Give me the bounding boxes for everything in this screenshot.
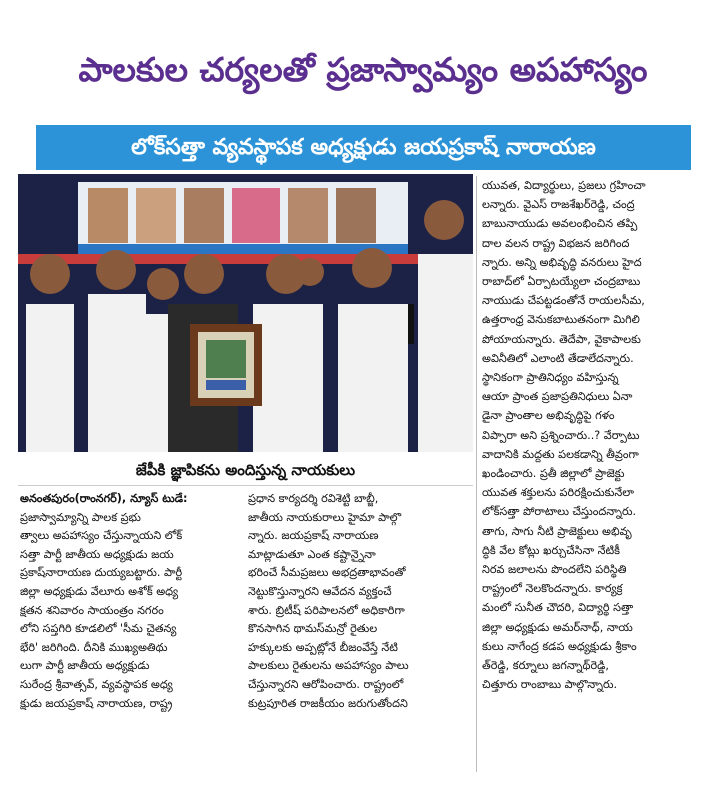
article-line: దాల వలన రాష్ట్ర విభజన జరిగింద: [482, 236, 630, 250]
article-line: అవినీతిలో ఎలాంటి తేడాలేదన్నారు.: [482, 351, 634, 365]
article-line: జిల్లా అధ్యక్షుడు అమర్‌నాధ్, నాయ: [482, 620, 633, 634]
article-line: జాతీయ నాయకురాలు హైమా పాల్గొ: [248, 510, 402, 524]
article-line: పాలకులు రైతులను అపహాస్యం పాలు: [248, 659, 409, 673]
article-column-1: [20, 490, 242, 770]
article-line: డైనా ప్రాంతాల అభివృద్ధిపై గళం: [482, 409, 615, 423]
article-line: తాగు, సాగు నీటి ప్రాజెక్టులు అభివృ: [482, 524, 632, 538]
article-line: ప్రధాన కార్యదర్శి రవిశెట్టి బాబ్జీ,: [248, 492, 379, 505]
article-line: ప్రజాస్వామ్యాన్ని పాలక ప్రభు: [20, 510, 141, 524]
article-line: బాబునాయుడు అవలంభించిన తప్పి: [482, 217, 638, 231]
article-line: హక్కులకు అప్పట్లోనే బీజంవేస్తే నేటి: [248, 640, 398, 654]
event-photo: [18, 174, 473, 452]
article-line: వాదానికి మద్దతు పలకడాన్ని తీవ్రంగా: [482, 447, 639, 461]
article-line: నాయుడు చేపట్టడంతోనే రాయలసీమ,: [482, 294, 645, 308]
article-column-2: [248, 490, 470, 770]
article-line: ఉత్తరాంధ్ర వెనుకబాటుతనంగా మిగిలి: [482, 313, 640, 327]
article-line: న్నారు. అన్ని అభివృద్ధి వనరులు హైద: [482, 255, 642, 269]
article-line: యువత, విద్యార్థులు, ప్రజలు గ్రహించా: [482, 179, 646, 192]
article-line: ఆయా ప్రాంత ప్రజాప్రతినిధులు ఏనా: [482, 390, 633, 404]
article-line: భేరి' జరిగింది. దీనికి ముఖ్యఅతిథు: [20, 640, 168, 654]
article-line: కొనసాగిన థామస్‌మన్రో రైతుల: [248, 622, 378, 636]
article-line: శారు. బ్రిటీష్ పరిపాలనలో అధికారిగా: [248, 603, 405, 617]
article-line: త్వాలు అపహాస్యం చేస్తున్నాయని లోక్: [20, 529, 183, 543]
article-line: మంలో సునీత చౌదరి, విద్యార్థి సత్తా: [482, 601, 634, 615]
article-line: ఖండించారు. ప్రతీ జిల్లాలో ప్రాజెక్టు: [482, 467, 625, 481]
article-line: చిత్తూరు రాంబాబు పాల్గొన్నారు.: [482, 678, 618, 692]
article-line: రాష్ట్రంలో నెలకొందన్నారు. కార్యక్ర: [482, 582, 623, 596]
article-line: లోని సప్తగిరి కూడలిలో 'సీమ చైతన్య: [20, 622, 177, 636]
article-line: రాబాద్‌లో ఏర్పాటయ్యేలా చంద్రబాబు: [482, 275, 641, 289]
article-line: న్నారు. జయప్రకాష్ నారాయణ: [248, 529, 379, 543]
article-line: సురేంద్ర శ్రీవాత్సవ్, వ్యవస్థాపక అధ్య: [20, 677, 173, 691]
article-line: కులు నాగేంద్ర కడప అధ్యక్షుడు శ్రీకాం: [482, 639, 637, 653]
article-line: ప్రకాష్‌నారాయణ దుయ్యబట్టారు. పార్టీ: [20, 566, 183, 580]
article-line: జిల్లా అధ్యక్షుడు వేలూరు అశోక్ అధ్య: [20, 584, 179, 598]
dateline: అనంతపురం(రాంనగర్), న్యూస్ టుడే:: [20, 492, 188, 505]
article-column-3: [482, 176, 710, 772]
headline: పాలకుల చర్యలతో ప్రజాస్వామ్యం అపహాస్యం: [78, 50, 648, 89]
article-line: స్థానికంగా ప్రాతినిధ్యం వహిస్తున్న: [482, 371, 619, 385]
article-line: నెట్టుకొస్తున్నారని ఆవేదన వ్యక్తంచే: [248, 584, 392, 598]
article-line: క్షతన శనివారం సాయంత్రం నగరం: [20, 603, 164, 617]
article-line: క్షుడు జయప్రకాష్ నారాయణ, రాష్ట్ర: [20, 696, 173, 710]
article-line: సత్తా పార్టీ జాతీయ అధ్యక్షుడు జయ: [20, 547, 174, 561]
article-line: చేస్తున్నారని ఆరోపించారు. రాష్ట్రంలో: [248, 677, 404, 691]
article-line: భరించే సీమప్రజలు అభద్రతాభావంతో: [248, 566, 406, 580]
article-line: విప్పారా అని ప్రశ్నించారు..? వేర్పాటు: [482, 428, 640, 442]
photo-caption: జేపీకి జ్ఞాపికను అందిస్తున్న నాయకులు: [18, 455, 473, 486]
subheadline-banner: లోక్‌సత్తా వ్యవస్థాపక అధ్యక్షుడు జయప్రకాష్ నారాయణ: [36, 125, 691, 170]
article-line: యువత శక్తులను పరిరక్షించుకునేలా: [482, 486, 634, 500]
article-line: లోక్‌సత్తా పోరాటాలు చేస్తుందన్నారు.: [482, 505, 637, 519]
article-line: పోయాయన్నారు. తెదేపా, వైకాపాలకు: [482, 332, 641, 346]
article-line: లన్నారు. వైఎస్ రాజశేఖర్‌రెడ్డి, చంద్ర: [482, 198, 635, 212]
article-line: లుగా పార్టీ జాతీయ అధ్యక్షుడు: [20, 659, 150, 673]
article-line: త్‌రెడ్డి, కర్నూలు జగన్నాథ్‌రెడ్డి,: [482, 659, 609, 673]
article-line: మాట్లాడుతూ ఎంత కష్టాన్నైనా: [248, 547, 376, 561]
article-line: ద్ధికి వేల కోట్లు ఖర్చుచేసినా నేటికీ: [482, 543, 620, 557]
article-line: కుట్రపూరిత రాజకీయం జరుగుతోందని: [248, 696, 408, 710]
column-divider: [476, 176, 477, 772]
article-line: నిరవ జలాలను పొందలేని పరిస్థితి: [482, 563, 627, 577]
